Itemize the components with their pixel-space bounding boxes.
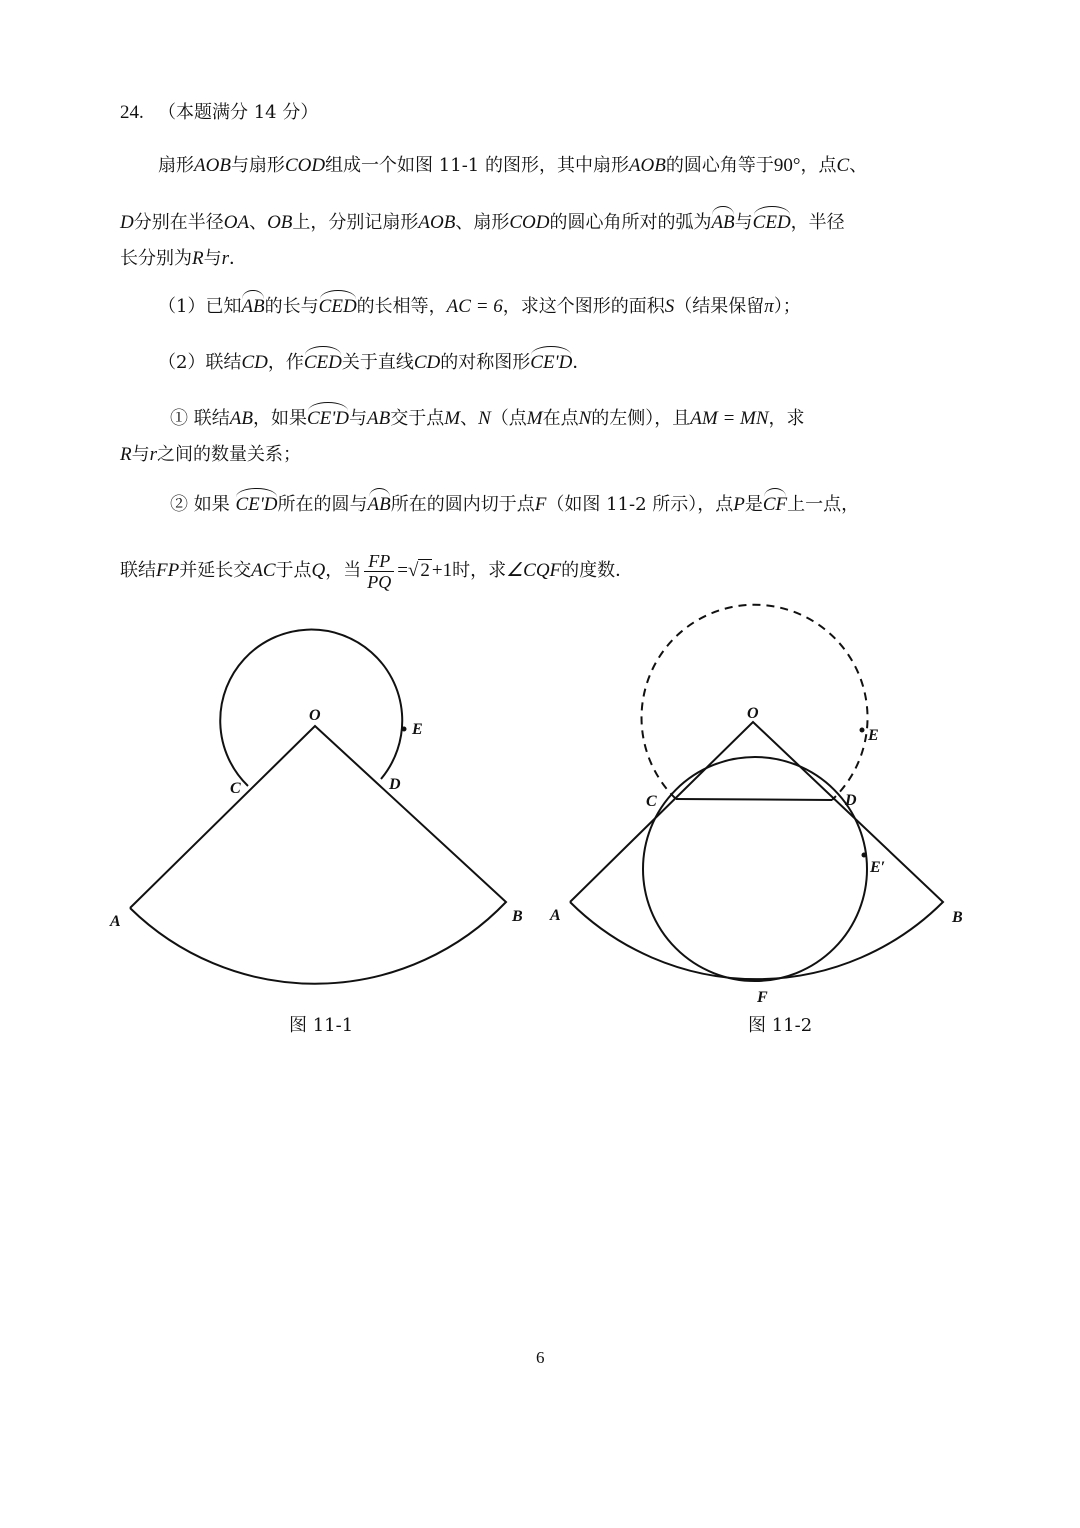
- arc-ce-prime-d: CE'D: [530, 346, 572, 376]
- figure-11-1-caption: 图 11-1: [289, 1015, 354, 1036]
- var: C: [836, 155, 850, 176]
- var-pi: π: [764, 296, 774, 317]
- text: 、: [849, 155, 868, 176]
- var: COD: [509, 212, 550, 233]
- text: 于点: [275, 560, 312, 581]
- point-e-prime-dot: [862, 853, 867, 858]
- text: 并延长交: [179, 560, 252, 581]
- fraction-denominator: PQ: [367, 571, 392, 592]
- label-c: C: [230, 780, 241, 797]
- figure-11-2-caption: 图 11-2: [748, 1015, 813, 1036]
- text: 是: [744, 494, 763, 515]
- var: F: [534, 494, 547, 515]
- var: M: [444, 408, 461, 429]
- text: 与: [203, 248, 222, 269]
- label-o: O: [309, 707, 321, 724]
- text: 的长与: [264, 296, 319, 317]
- text: 、: [460, 408, 479, 429]
- arc-cf: CF: [763, 488, 787, 518]
- var: r: [221, 248, 230, 269]
- arc-ced: CED: [319, 290, 357, 320]
- arc-ab: AB: [711, 206, 734, 236]
- text: 的左侧），且: [591, 408, 691, 429]
- circle-ce-prime-d: [643, 757, 867, 981]
- text: 在点: [542, 408, 579, 429]
- var: OB: [267, 212, 293, 233]
- text: （如图 11-2 所示），点: [546, 494, 734, 515]
- var: M: [526, 408, 543, 429]
- text: 的度数．: [561, 560, 634, 581]
- text: ，求: [768, 408, 805, 429]
- text: （2）联结: [158, 352, 242, 373]
- var: AB: [229, 408, 253, 429]
- var: R: [120, 444, 132, 465]
- text: 与扇形: [230, 155, 285, 176]
- text: （点: [490, 408, 527, 429]
- var: COD: [284, 155, 326, 176]
- var: N: [578, 408, 592, 429]
- arc-ce-prime-d: CE'D: [235, 488, 277, 518]
- fraction-numerator: FP: [364, 551, 394, 572]
- var: AB: [367, 408, 391, 429]
- text: 分别在半径: [133, 212, 224, 233]
- text: 联结: [120, 560, 156, 581]
- label-e-prime: E′: [870, 859, 886, 876]
- text: ，如果: [252, 408, 307, 429]
- var: CD: [241, 352, 268, 373]
- var: Q: [311, 560, 326, 581]
- text: ，点: [800, 155, 837, 176]
- label-f: F: [757, 989, 768, 1006]
- text: （1）已知: [158, 296, 242, 317]
- text: 上一点，: [787, 494, 860, 515]
- var: R: [192, 248, 204, 269]
- text: 交于点: [390, 408, 445, 429]
- var: r: [149, 444, 158, 465]
- problem-number: 24.: [120, 102, 144, 123]
- equals-sign: =: [397, 560, 408, 581]
- arc-ab: AB: [368, 488, 391, 518]
- text: 扇形: [158, 155, 194, 176]
- text: 、: [249, 212, 268, 233]
- var: FP: [156, 560, 180, 581]
- text: ．: [572, 352, 591, 373]
- var: AOB: [628, 155, 666, 176]
- var: AOB: [418, 212, 456, 233]
- angle-cqf: ∠CQF: [506, 560, 562, 581]
- score-note: （本题满分 14 分）: [158, 102, 319, 123]
- arc-ab: AB: [241, 290, 264, 320]
- text: ．: [229, 248, 248, 269]
- label-e-2: E: [868, 727, 879, 744]
- point-e-dot-2: [860, 728, 865, 733]
- var: CD: [413, 352, 441, 373]
- text: 长分别为: [120, 248, 192, 269]
- text: 所在的圆内切于点: [390, 494, 535, 515]
- text: 关于直线: [341, 352, 414, 373]
- sector-aob-outline-2: [570, 722, 943, 979]
- text: 之间的数量关系；: [157, 444, 302, 465]
- text: 与: [131, 444, 150, 465]
- equation: AC = 6: [446, 296, 503, 317]
- arc-ce-prime-d: CE'D: [307, 402, 349, 432]
- label-b: B: [512, 908, 523, 925]
- label-o-2: O: [747, 705, 759, 722]
- text: ，作: [267, 352, 304, 373]
- var: AOB: [194, 155, 231, 176]
- figure-11-2: [570, 605, 943, 981]
- var: S: [664, 296, 675, 317]
- label-d-2: D: [845, 792, 857, 809]
- figure-11-1: [130, 630, 506, 984]
- arc-ced: CED: [753, 206, 791, 236]
- var: P: [733, 494, 745, 515]
- text: 与: [349, 408, 368, 429]
- label-d: D: [389, 776, 401, 793]
- text: （结果保留: [674, 296, 765, 317]
- sqrt-radicand: 2: [420, 560, 430, 581]
- arc-ced: CED: [304, 346, 342, 376]
- point-e-dot: [402, 727, 407, 732]
- plus-one: +1: [431, 560, 453, 581]
- chord-cd: [676, 799, 832, 800]
- label-b-2: B: [952, 909, 963, 926]
- var: OA: [223, 212, 250, 233]
- text: ，当: [325, 560, 362, 581]
- arc-ced-dashed: [642, 605, 868, 800]
- text: ，半径: [790, 212, 845, 233]
- label-a-2: A: [550, 907, 561, 924]
- text: ① 联结: [170, 408, 230, 429]
- text: ② 如果: [170, 494, 230, 515]
- var: D: [120, 212, 134, 233]
- text: ）；: [773, 296, 801, 317]
- text: 的圆心角等于: [665, 155, 774, 176]
- text: 所在的圆与: [277, 494, 368, 515]
- label-a: A: [110, 913, 121, 930]
- text: 与: [734, 212, 753, 233]
- text: ，求这个图形的面积: [502, 296, 665, 317]
- equation: AM = MN: [690, 408, 769, 429]
- sqrt-expression: √ 2: [407, 560, 430, 581]
- var: N: [478, 408, 491, 429]
- text: 的长相等，: [356, 296, 447, 317]
- text: 、扇形: [455, 212, 510, 233]
- text: 时，求: [452, 560, 507, 581]
- sector-aob-outline: [130, 726, 506, 984]
- page-number: 6: [536, 1348, 545, 1367]
- angle-value: 90°: [773, 155, 801, 176]
- label-c-2: C: [646, 793, 657, 810]
- text: 的对称图形: [440, 352, 531, 373]
- text: 组成一个如图 11-1 的图形，其中扇形: [325, 155, 629, 176]
- text: 上，分别记扇形: [292, 212, 419, 233]
- var: AC: [251, 560, 276, 581]
- label-e: E: [412, 721, 423, 738]
- text: 的圆心角所对的弧为: [549, 212, 712, 233]
